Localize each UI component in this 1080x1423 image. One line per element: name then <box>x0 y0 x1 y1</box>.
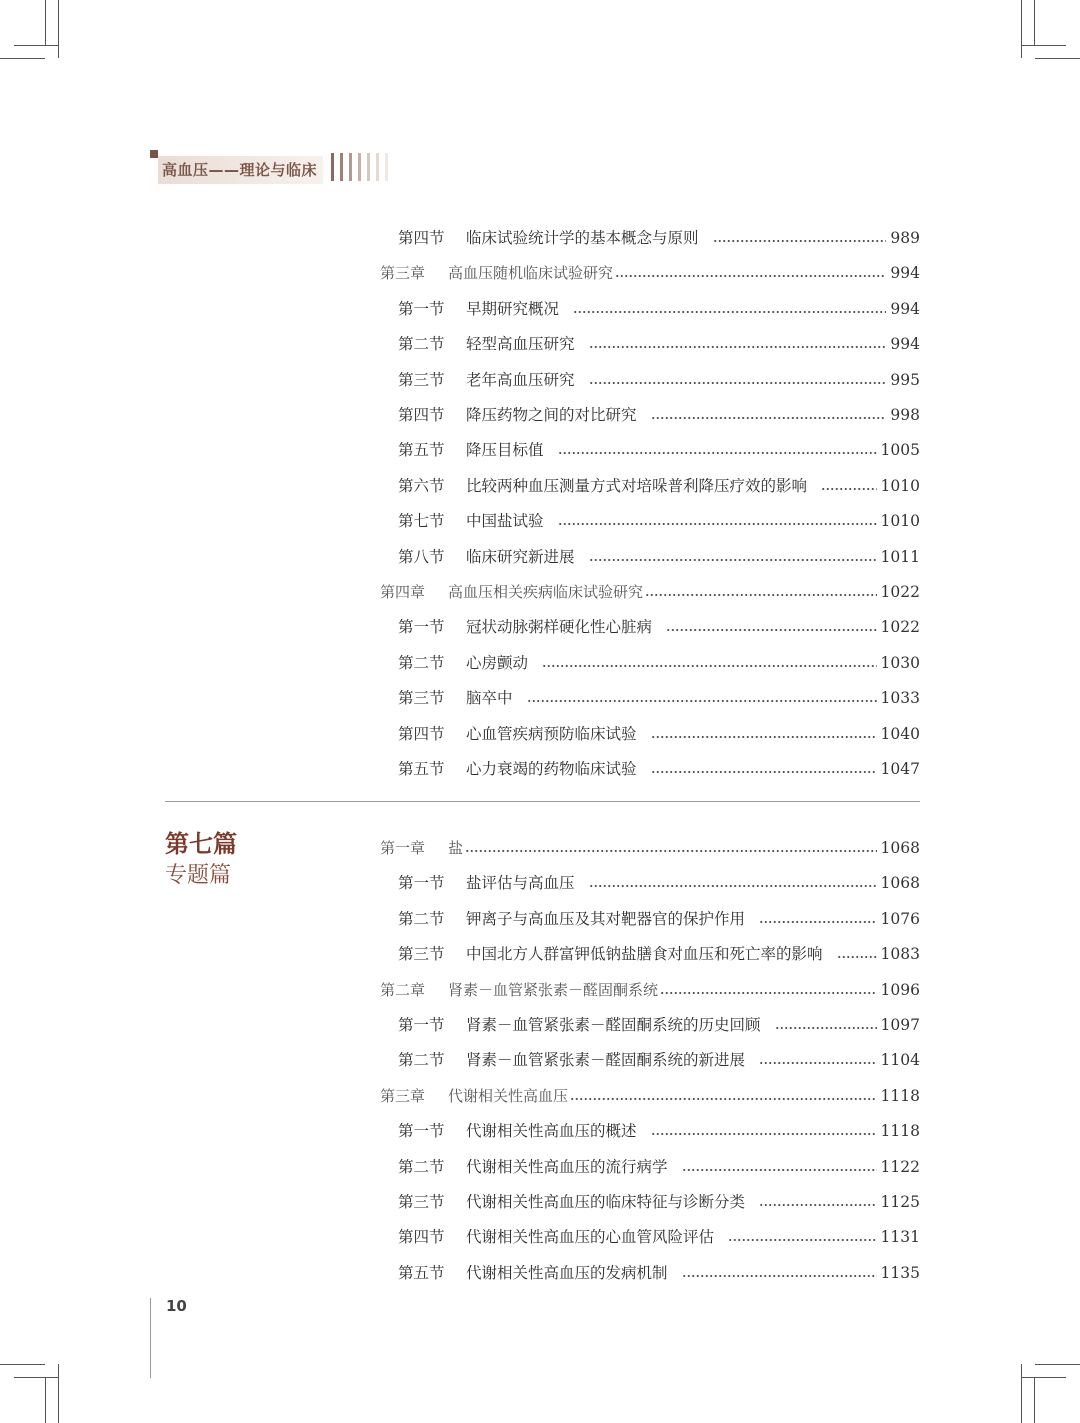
toc-entry-page: 1135 <box>880 1263 920 1282</box>
toc-section-entry[interactable] <box>380 1218 920 1247</box>
crop-mark <box>1021 0 1022 58</box>
crop-mark <box>0 1364 45 1365</box>
toc-entry-label <box>398 509 544 533</box>
toc-entry-number: 第五节 <box>398 441 445 460</box>
toc-entry-page: 1022 <box>880 618 920 637</box>
dot-leader <box>615 254 886 278</box>
toc-entry-label <box>398 1013 761 1037</box>
toc-chapter-entry[interactable] <box>380 254 920 283</box>
toc-section-entry[interactable] <box>380 900 920 928</box>
toc-entry-label <box>398 545 575 569</box>
toc-entry-label <box>398 1261 668 1285</box>
part-number: 第七篇 <box>165 830 237 858</box>
dot-leader <box>651 750 877 774</box>
toc-entry-page: 994 <box>890 264 920 283</box>
toc-entry-label <box>398 907 745 931</box>
toc-section-entry[interactable] <box>380 750 920 778</box>
toc-entry-label <box>380 978 658 1002</box>
dot-leader <box>589 538 877 562</box>
toc-entry-label <box>380 261 613 285</box>
dot-leader <box>542 644 877 668</box>
toc-entry-page: 1010 <box>880 512 920 531</box>
toc-entry-title: 早期研究概况 <box>466 299 560 318</box>
toc-entry-label <box>398 1119 637 1143</box>
dot-leader <box>589 361 886 385</box>
toc-entry-page: 1104 <box>880 1051 920 1070</box>
toc-entry-page: 1040 <box>880 724 920 743</box>
toc-entry-number: 第三节 <box>398 689 445 708</box>
toc-section-entry[interactable] <box>380 361 920 389</box>
crop-mark <box>1035 1364 1080 1365</box>
dot-leader <box>651 1112 877 1136</box>
toc-entry-label <box>398 615 652 639</box>
toc-entry-page: 1097 <box>880 1016 920 1034</box>
toc-entry-page: 989 <box>890 229 920 247</box>
toc-entry-number: 第五节 <box>398 760 445 778</box>
toc-section-entry[interactable] <box>380 864 920 893</box>
toc-entry-page: 1022 <box>880 583 920 601</box>
toc-entry-title: 钾离子与高血压及其对靶器官的保护作用 <box>466 909 746 928</box>
toc-entry-title: 代谢相关性高血压的概述 <box>466 1122 637 1141</box>
toc-chapter-entry[interactable] <box>380 829 920 857</box>
toc-entry-title: 降压药物之间的对比研究 <box>466 406 637 424</box>
dot-leader <box>821 467 877 491</box>
toc-entry-number: 第二节 <box>398 653 445 672</box>
toc-section-entry[interactable] <box>380 502 920 531</box>
dot-leader <box>666 608 877 632</box>
dot-leader <box>682 1254 877 1278</box>
toc-entry-number: 第三章 <box>380 1086 426 1105</box>
dot-leader <box>558 502 877 526</box>
crop-mark <box>1021 45 1066 46</box>
dot-leader <box>589 325 886 349</box>
toc-entry-page: 1068 <box>880 839 920 857</box>
crop-mark <box>14 1377 59 1378</box>
toc-entry-label <box>380 580 643 604</box>
crop-mark <box>0 58 45 59</box>
toc-entry-title: 心血管疾病预防临床试验 <box>466 724 637 743</box>
toc-entry-page: 1118 <box>880 1086 920 1105</box>
toc-section-entry[interactable] <box>380 219 920 247</box>
toc-entry-page: 1005 <box>880 441 920 460</box>
toc-entry-label <box>398 871 575 895</box>
toc-entry-title: 盐评估与高血压 <box>466 874 575 893</box>
toc-entry-number: 第四节 <box>398 724 445 743</box>
dot-leader <box>589 864 877 888</box>
toc-section-entry[interactable] <box>380 538 920 566</box>
toc-section-entry[interactable] <box>380 1254 920 1282</box>
toc-entry-title: 肾素－血管紧张素－醛固酮系统的历史回顾 <box>466 1016 761 1034</box>
dot-leader <box>465 829 877 853</box>
toc-entry-label <box>398 1225 714 1249</box>
toc-entry-title: 代谢相关性高血压的流行病学 <box>466 1157 668 1176</box>
dot-leader <box>713 219 886 243</box>
toc-entry-label <box>398 1155 668 1179</box>
toc-entry-page: 1011 <box>880 547 920 566</box>
toc-entry-page: 1096 <box>880 980 920 999</box>
toc-section-entry[interactable] <box>380 1183 920 1211</box>
toc-entry-number: 第一节 <box>398 874 445 893</box>
toc-section-entry[interactable] <box>380 1112 920 1141</box>
toc-entry-title: 临床研究新进展 <box>466 547 575 566</box>
crop-mark <box>45 0 46 45</box>
dot-leader <box>651 396 886 420</box>
toc-entry-page: 1122 <box>880 1157 920 1176</box>
header-mark <box>150 150 158 158</box>
toc-entry-page: 994 <box>890 299 920 318</box>
toc-entry-label <box>380 1084 568 1108</box>
toc-entry-number: 第二节 <box>398 909 445 928</box>
toc-entry-number: 第三节 <box>398 1193 445 1211</box>
toc-entry-label <box>398 226 699 250</box>
running-header <box>150 150 388 182</box>
crop-mark <box>14 45 59 46</box>
toc-section-entry[interactable] <box>380 1006 920 1034</box>
toc-entry-number: 第一章 <box>380 839 426 857</box>
toc-section-entry[interactable] <box>380 644 920 672</box>
toc-entry-number: 第一节 <box>398 618 445 637</box>
toc-entry-title: 代谢相关性高血压的发病机制 <box>466 1263 668 1282</box>
toc-entry-label <box>398 722 637 746</box>
toc-entry-label <box>398 474 807 498</box>
dot-leader <box>759 900 877 924</box>
crop-mark <box>1021 1364 1022 1423</box>
crop-mark <box>58 1364 59 1423</box>
toc-entry-number: 第七节 <box>398 512 445 531</box>
toc-entry-page: 1076 <box>880 909 920 928</box>
toc-entry-title: 代谢相关性高血压的心血管风险评估 <box>466 1228 715 1247</box>
header-bars <box>331 153 388 181</box>
toc-entry-page: 1068 <box>880 874 920 893</box>
toc-entry-title: 肾素－血管紧张素－醛固酮系统 <box>448 980 659 999</box>
toc-entry-label <box>398 368 575 392</box>
dot-leader <box>759 1183 877 1207</box>
toc-entry-title: 高血压相关疾病临床试验研究 <box>448 583 644 601</box>
toc-section-entry[interactable] <box>380 715 920 743</box>
dot-leader <box>759 1041 877 1065</box>
toc-entry-title: 冠状动脉粥样硬化性心脏病 <box>466 618 653 637</box>
toc-section-entry[interactable] <box>380 396 920 424</box>
toc-entry-title: 比较两种血压测量方式对培哚普利降压疗效的影响 <box>466 476 808 495</box>
toc-section-entry[interactable] <box>380 608 920 637</box>
toc-entry-label <box>398 438 544 462</box>
toc-entry-number: 第二节 <box>398 1051 445 1070</box>
toc-entry-title: 心房颤动 <box>466 653 529 672</box>
toc-entry-number: 第三节 <box>398 945 445 964</box>
toc-entry-label <box>398 757 637 781</box>
toc-entry-page: 1010 <box>880 476 920 495</box>
toc-entry-title: 盐 <box>448 839 464 857</box>
book-title: 高血压——理论与临床 <box>158 156 323 184</box>
toc-entry-title: 心力衰竭的药物临床试验 <box>466 760 637 778</box>
toc-entry-page: 998 <box>890 406 920 424</box>
dot-leader <box>775 1006 877 1030</box>
crop-mark <box>58 0 59 58</box>
toc-section-entry[interactable] <box>380 431 920 460</box>
page-number: 10 <box>166 1297 187 1315</box>
toc-chapter-entry[interactable] <box>380 1077 920 1105</box>
toc-entry-number: 第四节 <box>398 406 445 424</box>
toc-entry-number: 第三节 <box>398 370 445 389</box>
toc-entry-title: 代谢相关性高血压的临床特征与诊断分类 <box>466 1193 746 1211</box>
toc-entry-title: 脑卒中 <box>466 689 513 708</box>
dot-leader <box>651 715 877 739</box>
toc-entry-page: 1118 <box>880 1122 920 1141</box>
dot-leader <box>660 971 877 995</box>
toc-entry-page: 1033 <box>880 689 920 708</box>
toc-entry-title: 代谢相关性高血压 <box>448 1086 569 1105</box>
toc-entry-label <box>380 836 463 860</box>
dot-leader <box>558 431 877 455</box>
toc-section-entry[interactable] <box>380 1041 920 1070</box>
toc-section-entry[interactable] <box>380 290 920 318</box>
toc-entry-page: 1047 <box>880 760 920 778</box>
toc-entry-number: 第五节 <box>398 1263 445 1282</box>
toc-section-entry[interactable] <box>380 325 920 354</box>
dot-leader <box>573 290 886 314</box>
toc-section-entry[interactable] <box>380 679 920 708</box>
toc-entry-title: 轻型高血压研究 <box>466 335 575 354</box>
toc-entry-number: 第一节 <box>398 1122 445 1141</box>
dot-leader <box>837 935 877 959</box>
toc-entry-page: 1131 <box>880 1228 920 1247</box>
toc-entry-number: 第四节 <box>398 1228 445 1247</box>
toc-entry-number: 第四章 <box>380 583 426 601</box>
dot-leader <box>527 679 877 703</box>
toc-section-entry[interactable] <box>380 467 920 495</box>
toc-entry-label <box>398 1190 745 1214</box>
toc-entry-label <box>398 332 575 356</box>
toc-section-entry[interactable] <box>380 1148 920 1176</box>
toc-entry-number: 第二节 <box>398 335 445 354</box>
part-name: 专题篇 <box>165 863 232 888</box>
folio-rule <box>150 1298 151 1378</box>
toc-entry-number: 第一节 <box>398 1016 445 1034</box>
dot-leader <box>645 573 877 597</box>
toc-entry-page: 1083 <box>880 945 920 964</box>
toc-chapter-entry[interactable] <box>380 971 920 999</box>
toc-chapter-entry[interactable] <box>380 573 920 601</box>
part-divider <box>165 801 920 802</box>
toc-entry-number: 第三章 <box>380 264 426 283</box>
toc-entry-number: 第六节 <box>398 476 445 495</box>
toc-entry-label <box>398 297 559 321</box>
toc-section-entry[interactable] <box>380 935 920 964</box>
toc-entry-title: 降压目标值 <box>466 441 544 460</box>
toc-entry-label <box>398 942 823 966</box>
crop-mark <box>45 1378 46 1423</box>
crop-mark <box>1034 0 1035 45</box>
toc-entry-number: 第四节 <box>398 229 445 247</box>
toc-entry-label <box>398 403 637 427</box>
dot-leader <box>570 1077 877 1101</box>
toc-entry-title: 高血压随机临床试验研究 <box>448 264 614 283</box>
toc-entry-title: 临床试验统计学的基本概念与原则 <box>466 229 699 247</box>
toc-entry-page: 994 <box>890 335 920 354</box>
toc-entry-number: 第八节 <box>398 547 445 566</box>
crop-mark <box>1035 58 1080 59</box>
toc-entry-label <box>398 686 513 710</box>
part-heading <box>165 828 237 892</box>
toc-entry-label <box>398 651 528 675</box>
toc-entry-label <box>398 1048 745 1072</box>
toc-entry-number: 第二节 <box>398 1157 445 1176</box>
toc-entry-title: 老年高血压研究 <box>466 370 575 389</box>
toc-entry-title: 中国盐试验 <box>466 512 544 531</box>
toc-entry-number: 第二章 <box>380 980 426 999</box>
toc-entry-title: 中国北方人群富钾低钠盐膳食对血压和死亡率的影响 <box>466 945 823 964</box>
crop-mark <box>1021 1377 1066 1378</box>
toc-entry-page: 1030 <box>880 653 920 672</box>
toc-entry-title: 肾素－血管紧张素－醛固酮系统的新进展 <box>466 1051 746 1070</box>
toc-entry-number: 第一节 <box>398 299 445 318</box>
dot-leader <box>682 1148 877 1172</box>
dot-leader <box>728 1218 877 1242</box>
crop-mark <box>1034 1378 1035 1423</box>
toc-entry-page: 995 <box>890 370 920 389</box>
toc-entry-page: 1125 <box>880 1193 920 1211</box>
